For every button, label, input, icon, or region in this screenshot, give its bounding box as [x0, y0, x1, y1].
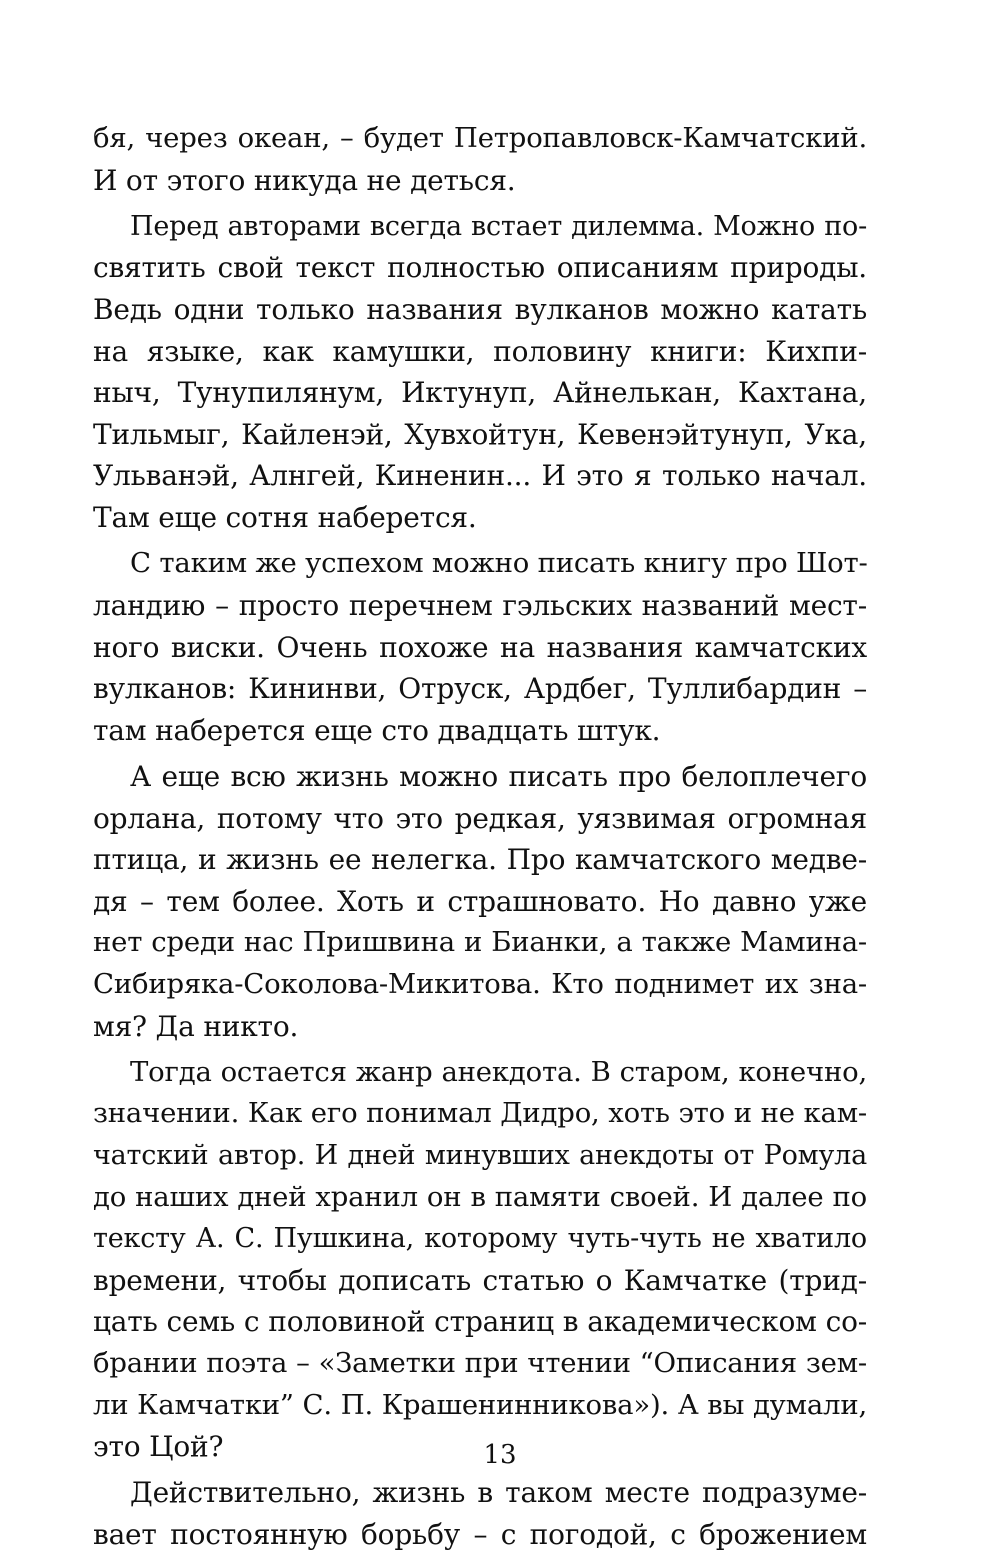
text-line: брании поэта – «Заметки при чтении “Описания зем-	[93, 1346, 867, 1379]
text-line: Тильмыг, Кайленэй, Хувхойтун, Кевенэйтунуп, Ука,	[93, 417, 867, 451]
text-line: значении. Как его понимал Дидро, хоть это и не кам-	[93, 1097, 867, 1130]
text-line: Там еще сотня наберется.	[93, 501, 477, 535]
text-line: ного виски. Очень похоже на названия камчатских	[93, 630, 867, 664]
text-line: нет среди нас Пришвина и Бианки, а также Мамина-	[93, 926, 867, 959]
text-line: святить свой текст полностью описаниям природы.	[93, 251, 867, 285]
text-line: на языке, как камушки, половину книги: Кихпи-	[93, 334, 867, 368]
text-line: ли Камчатки” С. П. Крашенинникова»). А вы думали,	[93, 1388, 867, 1421]
page-number: 13	[483, 1440, 517, 1470]
paragraph	[93, 118, 867, 201]
text-line: там наберется еще сто двадцать штук.	[93, 713, 661, 747]
text-line: ныч, Тунупилянум, Иктунуп, Айнелькан, Кахтана,	[93, 376, 867, 410]
text-line: орлана, потому что это редкая, уязвимая огромная	[93, 801, 867, 835]
text-line: Действительно, жизнь в таком месте подразуме-	[130, 1476, 867, 1510]
text-line: вулканов: Кининви, Отруск, Ардбег, Туллибардин –	[93, 672, 867, 706]
text-line: дя – тем более. Хоть и страшновато. Но давно уже	[93, 884, 867, 918]
paragraph	[93, 1052, 867, 1468]
text-line: бя, через океан, – будет Петропавловск-Камчатский.	[93, 122, 867, 154]
text-line: мя? Да никто.	[93, 1009, 299, 1043]
text-line: Тогда остается жанр анекдота. В старом, конечно,	[130, 1055, 867, 1088]
text-line: И от этого никуда не деться.	[93, 163, 516, 197]
body-text	[93, 118, 867, 1560]
text-line: ландию – просто перечнем гэльских названий мест-	[93, 588, 867, 622]
text-line: тексту А. С. Пушкина, которому чуть-чуть не хватило	[93, 1223, 867, 1255]
text-line: до наших дней хранил он в памяти своей. И далее по	[93, 1180, 867, 1213]
text-line: времени, чтобы дописать статью о Камчатке (трид-	[93, 1263, 867, 1297]
text-line: вает постоянную борьбу – с погодой, с брожением	[93, 1518, 867, 1552]
text-line: чатский автор. И дней минувших анекдоты от Ромула	[93, 1140, 867, 1171]
paragraph	[93, 1472, 867, 1555]
text-line: птица, и жизнь ее нелегка. Про камчатского медве-	[93, 843, 867, 877]
text-line: С таким же успехом можно писать книгу про Шот-	[130, 547, 868, 580]
paragraph	[93, 756, 867, 1047]
text-line: Перед авторами всегда встает дилемма. Можно по-	[130, 210, 867, 242]
paragraph	[93, 543, 867, 751]
paragraph	[93, 206, 867, 539]
text-line: Сибиряка-Соколова-Микитова. Кто поднимет их зна-	[93, 967, 867, 1000]
text-line: А еще всю жизнь можно писать про белоплечего	[130, 759, 867, 793]
text-line: Ульванэй, Алнгей, Киненин... И это я только начал.	[93, 459, 867, 493]
text-line: это Цой?	[93, 1430, 224, 1464]
text-line: цать семь с половиной страниц в академическом со-	[93, 1305, 867, 1339]
text-line: Ведь одни только названия вулканов можно катать	[93, 293, 867, 327]
